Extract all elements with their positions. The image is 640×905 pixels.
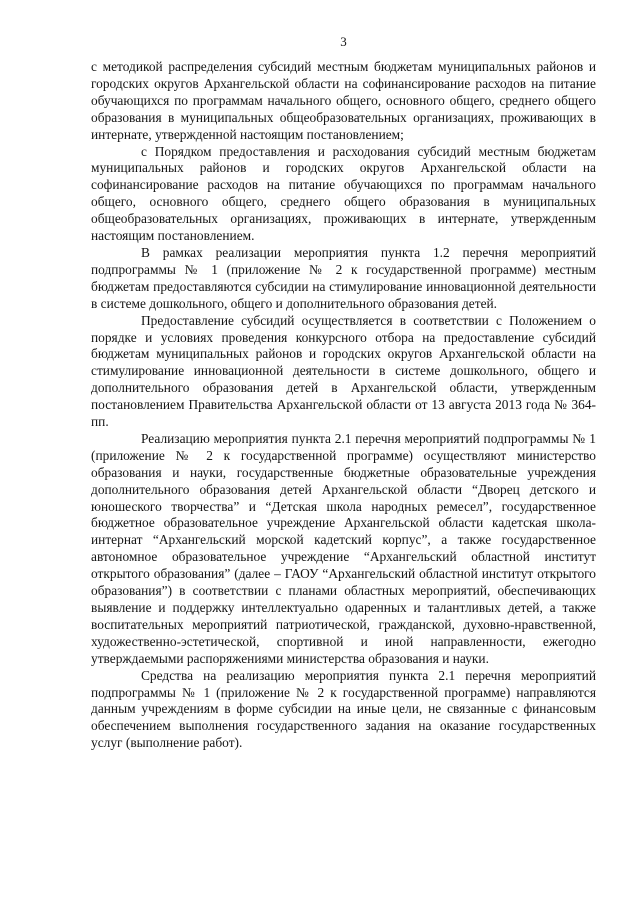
paragraph-subsidy-provision: Предоставление субсидий осуществляется в соответствии с Положением о порядке и условиях проведения конкурсного отбора на предоставление субсидий бюджетам муниципальных районов и городских округов Архангельской области на стимулирование инновационной деятельности в системе дошкольного, общего и дополнительного образования детей в Архангельской области, утвержденным постановлением Правительства Архангельской области от 13 августа 2013 года № 364-пп. [91, 312, 596, 430]
paragraph-measure-2-1-implementation: Реализацию мероприятия пункта 2.1 перечня мероприятий подпрограммы № 1 (приложение № 2 к государственной программе) осуществляют министерство образования и науки, государственные бюджетные образовательные учреждения дополнительного образования детей Архангельской области “Дворец детского и юношеского творчества” и “Детская школа народных ремесел”, государственное бюджетное образовательное учреждение Архангельской области кадетская школа-интернат “Архангельский морской кадетский корпус”, а также государственное автономное образовательное учреждение “Архангельский областной институт открытого образования” (далее – ГАОУ “Архангельский областной институт открытого образования”) в соответствии с планами областных мероприятий, обеспечивающих выявление и поддержку интеллектуально одаренных и талантливых детей, а также воспитательных мероприятий патриотической, гражданской, духовно-нравственной, художественно-эстетической, спортивной и иной направленности, ежегодно утверждаемыми распоряжениями министерства образования и науки. [91, 430, 596, 666]
paragraph-measure-2-1-funds: Средства на реализацию мероприятия пункта 2.1 перечня мероприятий подпрограммы № 1 (приложение № 2 к государственной программе) направляются данным учреждениям в форме субсидии на иные цели, не связанные с финансовым обеспечением выполнения государственного задания на оказание государственных услуг (выполнение работ). [91, 667, 596, 751]
paragraph-methodology: с методикой распределения субсидий местным бюджетам муниципальных районов и городских округов Архангельской области на софинансирование расходов на питание обучающихся по программам начального общего, основного общего, среднего общего образования в муниципальных общеобразовательных организациях, проживающих в интернате, утвержденной настоящим постановлением; [91, 59, 596, 142]
paragraph-measure-1-2: В рамках реализации мероприятия пункта 1.2 перечня мероприятий подпрограммы № 1 (приложение № 2 к государственной программе) местным бюджетам предоставляются субсидии на стимулирование инновационной деятельности в системе дошкольного, общего и дополнительного образования детей. [91, 244, 596, 311]
page-number: 3 [340, 34, 347, 49]
paragraph-procedure: с Порядком предоставления и расходования субсидий местным бюджетам муниципальных районов и городских округов Архангельской области на софинансирование расходов на питание обучающихся по программам начального общего, основного общего, среднего общего образования в муниципальных общеобразовательных организациях, проживающих в интернате, утвержденным настоящим постановлением. [91, 143, 596, 244]
